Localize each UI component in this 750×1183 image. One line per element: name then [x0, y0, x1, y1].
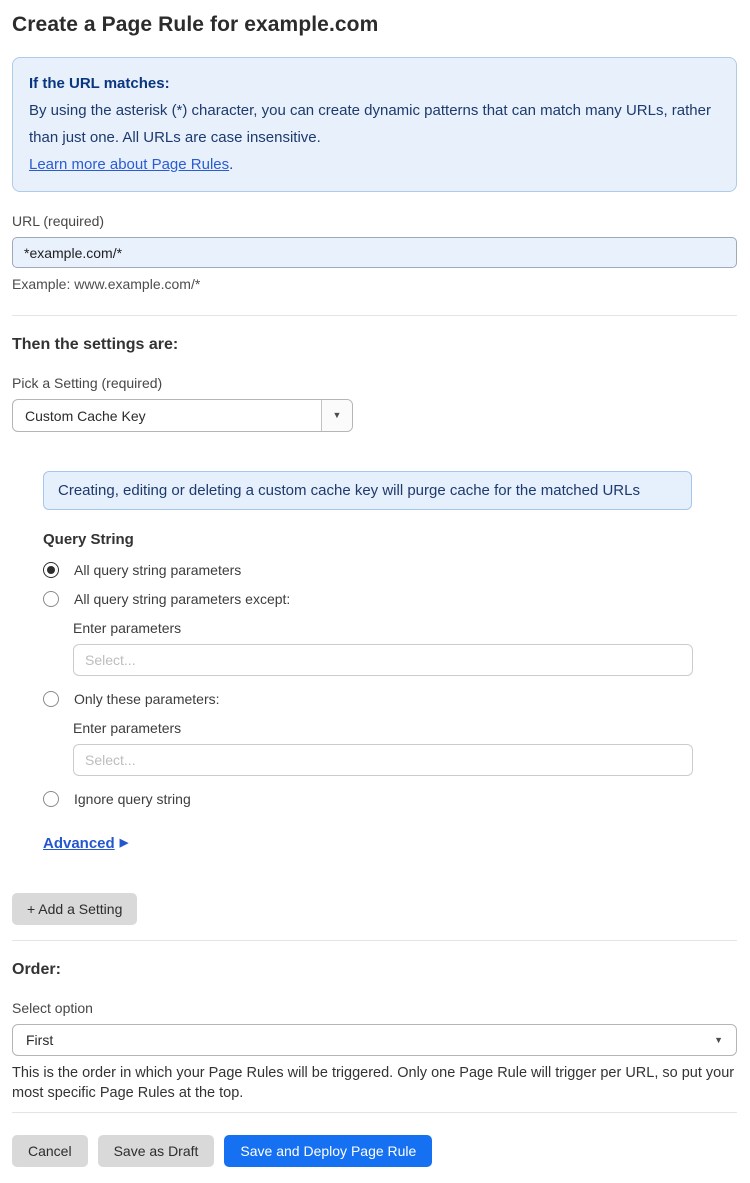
info-box-body: By using the asterisk (*) character, you can create dynamic patterns that can match many URLs, rather than just one. All URLs are case insensitive.	[29, 102, 711, 146]
setting-select-arrow-button[interactable]	[321, 400, 352, 431]
radio-only-these-params[interactable]	[43, 691, 737, 707]
url-match-info-box	[12, 57, 737, 192]
radio-button[interactable]	[43, 791, 59, 807]
divider	[12, 1112, 737, 1113]
query-string-heading: Query String	[43, 531, 134, 548]
setting-select[interactable]	[12, 399, 353, 432]
radio-ignore-query-string[interactable]	[43, 791, 737, 807]
learn-more-link[interactable]: Learn more about Page Rules	[29, 156, 230, 173]
caret-right-icon: ▶	[119, 837, 129, 849]
order-select[interactable]	[12, 1024, 737, 1056]
only-parameters-input[interactable]	[73, 744, 693, 776]
settings-section-heading: Then the settings are:	[12, 336, 179, 353]
url-field-label: URL (required)	[12, 213, 105, 229]
divider	[12, 940, 737, 941]
divider	[12, 315, 737, 316]
setting-select-value: Custom Cache Key	[25, 407, 146, 424]
order-select-label: Select option	[12, 1000, 93, 1016]
radio-label: All query string parameters except:	[74, 591, 291, 607]
order-description: This is the order in which your Page Rules will be triggered. Only one Page Rule will trigger per URL, so put your most specific Page Rules at the top.	[12, 1065, 735, 1101]
info-box-heading: If the URL matches:	[29, 75, 170, 92]
cache-key-notice: Creating, editing or deleting a custom cache key will purge cache for the matched URLs	[43, 471, 692, 510]
radio-button[interactable]	[43, 691, 59, 707]
add-setting-button[interactable]: + Add a Setting	[12, 893, 137, 925]
radio-label: Ignore query string	[74, 791, 191, 807]
url-example-hint: Example: www.example.com/*	[12, 276, 201, 292]
only-params-group	[73, 720, 737, 791]
url-input[interactable]	[12, 237, 737, 268]
enter-parameters-label: Enter parameters	[73, 620, 182, 636]
except-parameters-input[interactable]	[73, 644, 693, 676]
enter-parameters-label: Enter parameters	[73, 720, 182, 736]
order-section-heading: Order:	[12, 961, 61, 978]
radio-label: Only these parameters:	[74, 691, 220, 707]
cancel-button[interactable]: Cancel	[12, 1135, 88, 1167]
advanced-link-label: Advanced	[43, 835, 115, 852]
link-period: .	[229, 156, 234, 173]
radio-button-selected[interactable]	[43, 562, 59, 578]
radio-button[interactable]	[43, 591, 59, 607]
chevron-down-icon: ▼	[332, 410, 342, 420]
radio-all-query-params[interactable]	[43, 562, 737, 578]
order-select-value: First	[26, 1032, 54, 1048]
chevron-down-icon: ▼	[714, 1034, 723, 1045]
info-box-link-line	[29, 151, 720, 178]
except-params-group	[73, 620, 737, 691]
add-setting-row	[12, 853, 737, 925]
advanced-toggle-link[interactable]	[43, 835, 128, 852]
radio-all-params-except[interactable]	[43, 591, 737, 607]
radio-label: All query string parameters	[74, 562, 242, 578]
pick-setting-label: Pick a Setting (required)	[12, 375, 163, 391]
save-draft-button[interactable]: Save as Draft	[98, 1135, 215, 1167]
page-title: Create a Page Rule for example.com	[12, 13, 379, 36]
footer-actions	[12, 1135, 737, 1167]
save-deploy-button[interactable]: Save and Deploy Page Rule	[224, 1135, 432, 1167]
